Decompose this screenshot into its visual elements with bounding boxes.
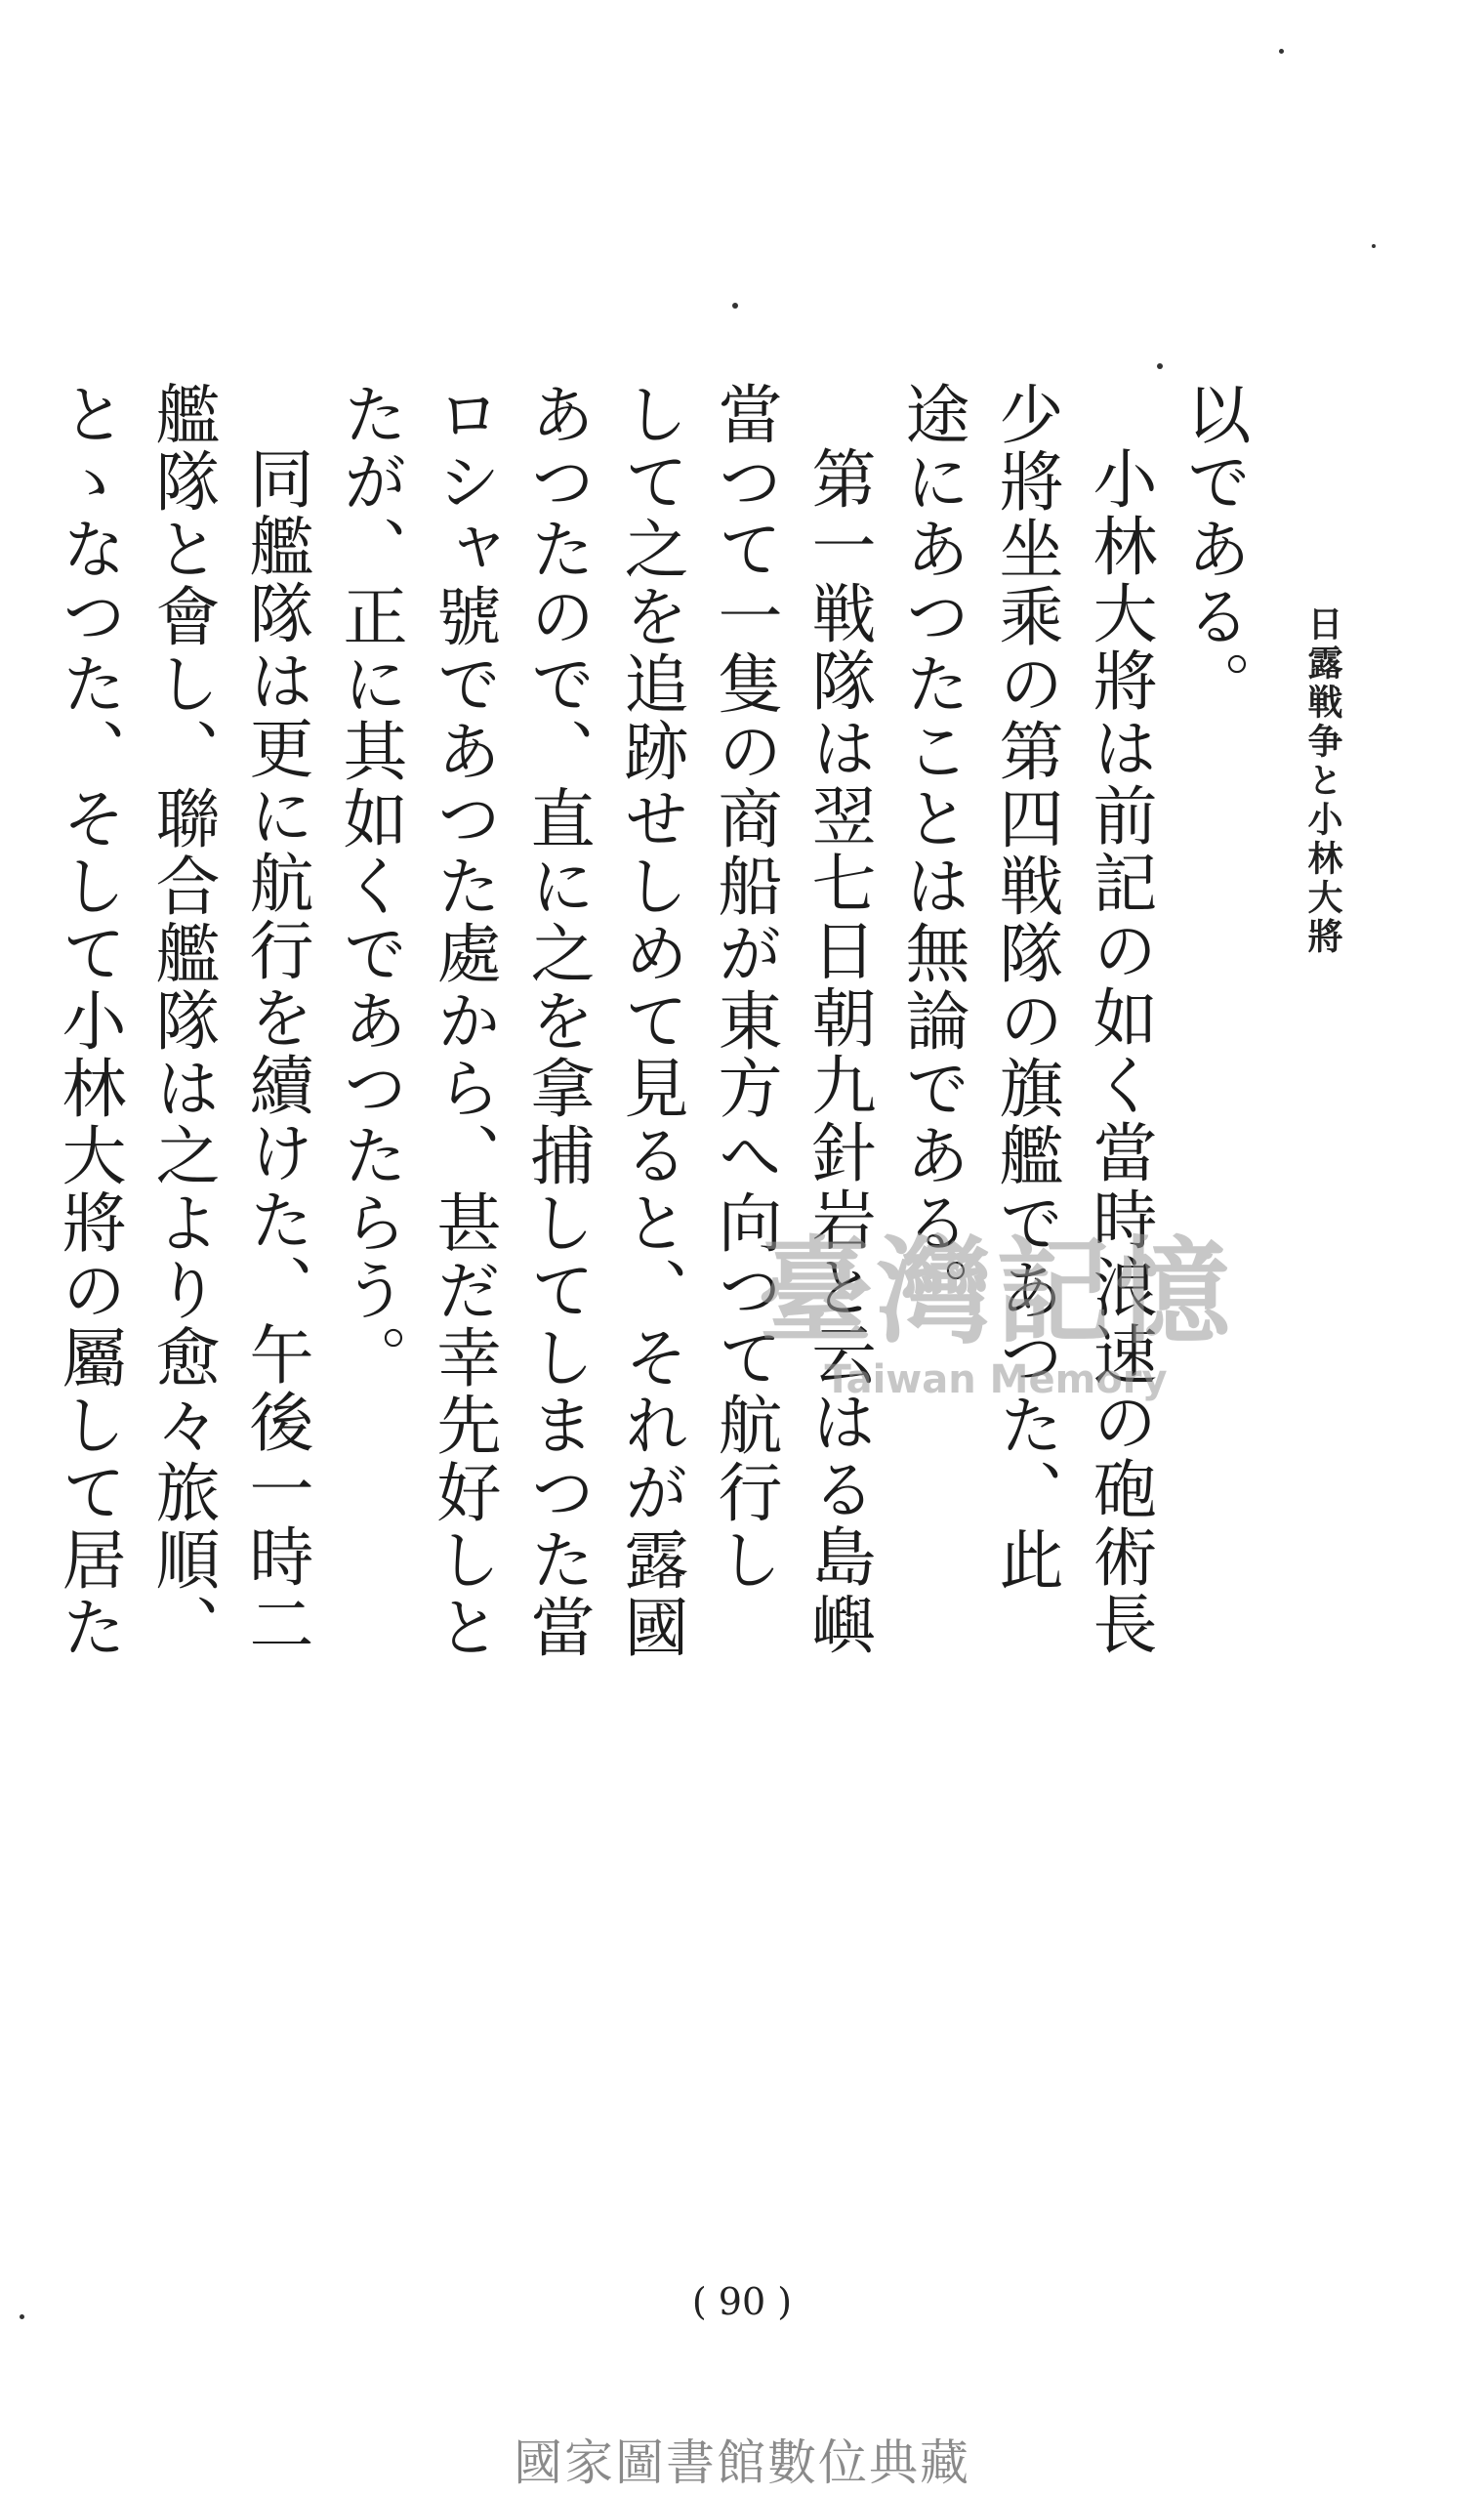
watermark-cjk: 臺灣記憶	[757, 1224, 1234, 1359]
text-column: 小林大將は前記の如く當時浪速の砲術長	[1082, 445, 1157, 1658]
print-speck	[1157, 363, 1163, 369]
watermark-latin: Taiwan Memory	[824, 1357, 1168, 1402]
text-column: して之を追跡せしめて見ると、それが露國	[613, 381, 688, 1661]
text-column: ロシャ號であつた處から、甚だ幸先好しと	[426, 381, 501, 1661]
text-column: 當つて一隻の商船が東方へ向つて航行し	[707, 381, 782, 1594]
print-speck	[1372, 244, 1376, 248]
text-column: たが、正に其如くであつたらう。	[332, 381, 407, 1392]
page-number: ( 90 )	[691, 2280, 793, 2323]
text-column: とゝなつた、そして小林大將の屬して居た	[51, 381, 126, 1661]
text-column: 以である。	[1175, 381, 1251, 718]
footer-label: 國家圖書館數位典藏	[514, 2434, 970, 2491]
running-head: 日露戦争と小林大將	[1302, 605, 1343, 957]
print-speck	[20, 2314, 24, 2319]
text-column: あつたので、直に之を拿捕してしまつた當	[519, 381, 595, 1661]
print-speck	[1279, 49, 1284, 54]
text-column: 少將坐乘の第四戦隊の旗艦であつた、此	[988, 381, 1063, 1594]
watermark-logo	[722, 1226, 1269, 1421]
print-speck	[732, 303, 738, 309]
text-column: 同艦隊は更に航行を續けた、午後一時二	[238, 445, 313, 1658]
text-column: 途にあつたことは無論である。	[894, 381, 969, 1324]
text-column: 第一戦隊は翌七日朝九針岩と云はる島嶼	[801, 445, 876, 1658]
text-column: 艦隊と會し、聯合艦隊は之より愈々旅順、	[144, 381, 220, 1661]
